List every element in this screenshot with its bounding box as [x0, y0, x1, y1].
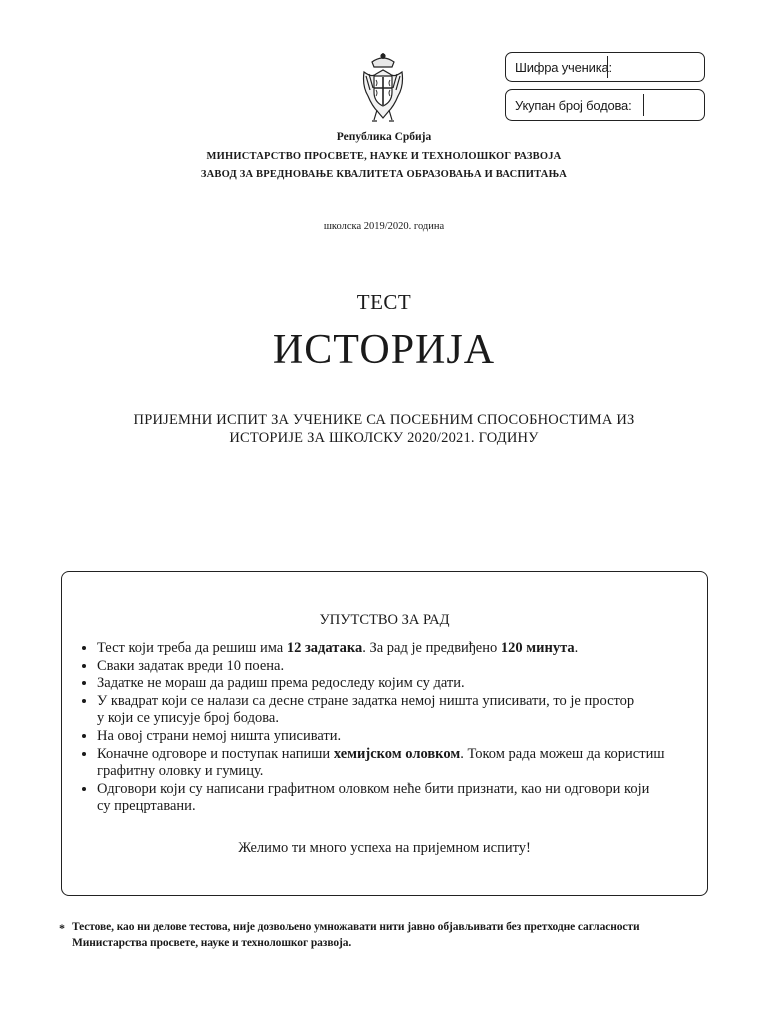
- school-year: школска 2019/2020. година: [323, 221, 445, 232]
- instructions-list: [79, 640, 712, 816]
- instructions-title: УПУТСТВО ЗА РАД: [319, 612, 450, 628]
- footnote-line-1: Тестове, као ни делове тестова, није дозвољено умножавати нити јавно објављивати без претходне сагласности: [72, 921, 640, 933]
- instruction-text: Коначне одговоре и поступак напиши: [97, 745, 334, 762]
- instruction-text: графитну оловку и гумицу.: [97, 763, 264, 780]
- subtitle-line-2: ИСТОРИЈЕ ЗА ШКОЛСКУ 2020/2021. ГОДИНУ: [229, 430, 539, 446]
- closing-wish: Желимо ти много успеха на пријемном испиту!: [238, 840, 531, 856]
- ministry-name: МИНИСТАРСТВО ПРОСВЕТЕ, НАУКЕ И ТЕХНОЛОШКОГ РАЗВОЈА: [206, 151, 562, 162]
- instruction-item: [97, 640, 712, 658]
- instruction-text: . За рад је предвиђено: [362, 640, 501, 656]
- student-code-field[interactable]: [607, 56, 608, 78]
- republic-name: Република Србија: [336, 131, 432, 143]
- instruction-item: [97, 693, 712, 711]
- student-code-box[interactable]: [505, 52, 705, 82]
- instruction-text: Одговори који су написани графитном оловком неће бити признати, као ни одговори који: [97, 780, 650, 797]
- total-points-label: Укупан број бодова:: [515, 98, 632, 113]
- instruction-item: • Сваки задатак вреди 10 поена.: [97, 658, 712, 676]
- footnote-line-2: Министарства просвете, науке и технолошког развоја.: [72, 937, 352, 949]
- instruction-text: су прецртавани.: [97, 798, 196, 815]
- instruction-text: . Током рада можеш да користиш: [460, 745, 665, 762]
- subject-title: ИСТОРИЈА: [272, 327, 496, 373]
- instruction-item: [97, 781, 712, 816]
- instruction-item: [97, 746, 712, 781]
- instruction-item-continuation: [97, 710, 712, 728]
- total-points-box[interactable]: [505, 89, 705, 121]
- subtitle-line-1: ПРИЈЕМНИ ИСПИТ ЗА УЧЕНИКЕ СА ПОСЕБНИМ СПОСОБНОСТИМА ИЗ: [133, 412, 635, 428]
- coat-of-arms-icon: [360, 52, 406, 124]
- instruction-text: у који се уписује број бодова.: [97, 710, 279, 727]
- instructions-box: [61, 571, 708, 896]
- total-points-field[interactable]: [643, 94, 644, 116]
- institute-name: ЗАВОД ЗА ВРЕДНОВАЊЕ КВАЛИТЕТА ОБРАЗОВАЊА И ВАСПИТАЊА: [200, 169, 568, 180]
- instruction-text: У квадрат који се налази са десне стране задатка немој ништа уписивати, то је простор: [97, 692, 635, 709]
- footnote-marker: *: [59, 921, 65, 935]
- instruction-item: • Задатке не мораш да радиш према редоследу којим су дати.: [97, 675, 712, 693]
- instruction-text: .: [574, 640, 579, 656]
- pen-requirement: хемијском оловком: [333, 745, 461, 762]
- student-code-label: Шифра ученика:: [515, 60, 612, 75]
- time-limit: 120 минута: [500, 640, 575, 656]
- test-label: ТЕСТ: [356, 290, 412, 314]
- task-count: 12 задатака: [286, 640, 363, 656]
- instruction-text: Тест који треба да решиш има: [97, 640, 287, 656]
- instruction-item: • На овој страни немој ништа уписивати.: [97, 728, 712, 746]
